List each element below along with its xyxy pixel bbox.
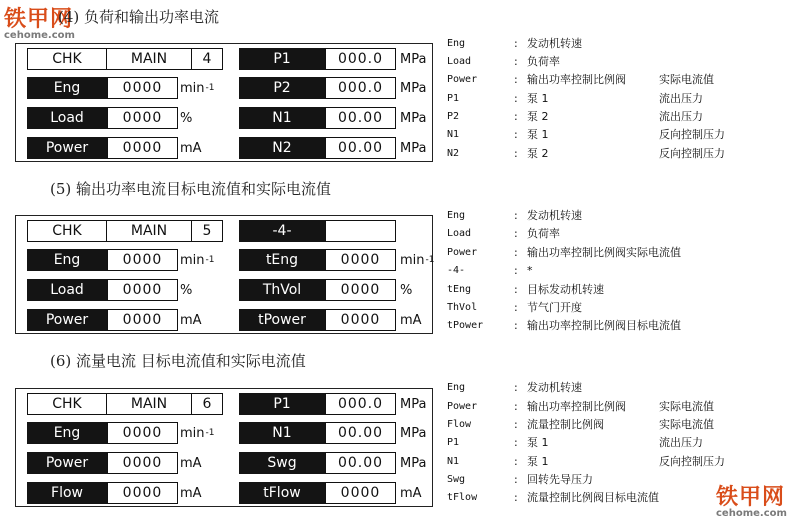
unit-text: min: [400, 252, 425, 268]
legend-text: 发动机转速: [527, 209, 582, 222]
row-unit: [400, 249, 435, 271]
watermark-logo-top-main: 铁甲网: [4, 7, 74, 32]
row-label: P2: [239, 77, 325, 99]
legend-text: 输出功率控制比例阀: [527, 73, 626, 86]
section-5-title: (5) 输出功率电流目标电流值和实际电流值: [50, 180, 332, 198]
header-right-label: P1: [239, 48, 325, 70]
row-unit: [180, 249, 215, 271]
legend-key: Swg: [447, 474, 466, 485]
row-unit: [180, 137, 203, 159]
legend-extra: 实际电流值: [659, 400, 714, 413]
row-label: Eng: [27, 422, 107, 444]
row-label: Load: [27, 279, 107, 301]
section-6-title: (6) 流量电流 目标电流值和实际电流值: [50, 352, 306, 370]
row-unit: [180, 422, 215, 444]
header-right-value: 000.0: [325, 393, 396, 415]
legend-key: P1: [447, 93, 460, 104]
unit-text: MPa: [400, 455, 427, 471]
legend-extra: 流出压力: [659, 110, 703, 123]
row-label: N2: [239, 137, 325, 159]
row-label: Flow: [27, 482, 107, 504]
header-chk: CHK: [27, 393, 107, 415]
header-main: MAIN: [106, 48, 192, 70]
row-label: Power: [27, 309, 107, 331]
legend-key: tFlow: [447, 492, 478, 503]
unit-text: %: [180, 282, 193, 298]
row-unit: [180, 482, 203, 504]
row-unit: [400, 107, 427, 129]
row-label: Load: [27, 107, 107, 129]
unit-text: MPa: [400, 140, 427, 156]
legend-key: N1: [447, 456, 460, 467]
legend-text: 发动机转速: [527, 381, 582, 394]
section-4-title: (4) 负荷和输出功率电流: [58, 8, 220, 26]
watermark-logo-top-sub: cehome.com: [4, 30, 75, 41]
row-value: 0000: [107, 422, 178, 444]
legend-key: tPower: [447, 320, 484, 331]
legend-text: 泵 1: [527, 455, 549, 468]
legend-text: 流量控制比例阀目标电流值: [527, 491, 659, 504]
legend-text: 节气门开度: [527, 301, 582, 314]
row-label: tPower: [239, 309, 325, 331]
legend-text: 输出功率控制比例阀目标电流值: [527, 319, 681, 332]
unit-text: %: [400, 282, 413, 298]
legend-text: 泵 1: [527, 92, 549, 105]
row-label: tFlow: [239, 482, 325, 504]
legend-extra: 流出压力: [659, 436, 703, 449]
unit-text: mA: [400, 485, 422, 501]
unit-text: mA: [180, 312, 202, 328]
legend-text: 负荷率: [527, 227, 560, 240]
row-unit: [400, 452, 427, 474]
legend-extra: 反向控制压力: [659, 147, 725, 160]
row-label: Eng: [27, 249, 107, 271]
unit-text: min: [180, 252, 205, 268]
legend-key: Eng: [447, 382, 466, 393]
row-value: 0000: [107, 309, 178, 331]
unit-text: MPa: [400, 425, 427, 441]
row-value: 0000: [107, 279, 178, 301]
legend-key: P1: [447, 437, 460, 448]
watermark-logo-bottom: [716, 480, 787, 519]
header-right-value: 000.0: [325, 48, 396, 70]
legend-text: 泵 2: [527, 110, 549, 123]
header-chk: CHK: [27, 48, 107, 70]
legend-text: 泵 2: [527, 147, 549, 160]
row-unit: [180, 309, 203, 331]
legend-extra: 反向控制压力: [659, 455, 725, 468]
legend-key: -4-: [447, 265, 466, 276]
legend-text: *: [527, 264, 533, 277]
row-value: 0000: [325, 482, 396, 504]
row-value: 0000: [107, 249, 178, 271]
legend-text: 回转先导压力: [527, 473, 593, 486]
legend-key: Flow: [447, 419, 472, 430]
legend-text: 输出功率控制比例阀实际电流值: [527, 246, 681, 259]
monitor-panel-5: [15, 215, 433, 334]
legend-key: N1: [447, 129, 460, 140]
row-unit: [400, 309, 423, 331]
row-value: 00.00: [325, 452, 396, 474]
unit-text: mA: [180, 140, 202, 156]
header-right-label: -4-: [239, 220, 325, 242]
unit-superscript: -1: [425, 255, 435, 265]
row-value: 00.00: [325, 107, 396, 129]
row-value: 0000: [107, 452, 178, 474]
legend-key: Load: [447, 56, 472, 67]
unit-text: min: [180, 425, 205, 441]
row-unit: [180, 452, 203, 474]
header-right-unit: MPa: [400, 396, 427, 412]
legend-extra: 流出压力: [659, 92, 703, 105]
legend-text: 负荷率: [527, 55, 560, 68]
row-value: 0000: [107, 137, 178, 159]
monitor-panel-6: [15, 388, 433, 507]
row-value: 00.00: [325, 137, 396, 159]
row-unit: [180, 279, 193, 301]
row-value: 00.00: [325, 422, 396, 444]
legend-key: P2: [447, 111, 460, 122]
row-value: 0000: [325, 309, 396, 331]
legend-key: Power: [447, 74, 478, 85]
watermark-logo-bottom-sub: cehome.com: [716, 508, 787, 519]
legend-extra: 实际电流值: [659, 73, 714, 86]
row-label: Power: [27, 452, 107, 474]
unit-text: min: [180, 80, 205, 96]
header-chk: CHK: [27, 220, 107, 242]
unit-text: mA: [180, 485, 202, 501]
unit-text: mA: [400, 312, 422, 328]
row-label: Eng: [27, 77, 107, 99]
row-value: 0000: [325, 279, 396, 301]
row-unit: [400, 137, 427, 159]
header-page: 5: [191, 220, 223, 242]
unit-text: MPa: [400, 110, 427, 126]
row-label: Swg: [239, 452, 325, 474]
header-main: MAIN: [106, 220, 192, 242]
row-unit: [180, 107, 193, 129]
row-value: 0000: [107, 482, 178, 504]
row-value: 0000: [107, 107, 178, 129]
header-main: MAIN: [106, 393, 192, 415]
row-label: N1: [239, 107, 325, 129]
watermark-logo-bottom-main: 铁甲网: [716, 485, 786, 510]
row-value: 0000: [325, 249, 396, 271]
legend-text: 流量控制比例阀: [527, 418, 604, 431]
legend-text: 发动机转速: [527, 37, 582, 50]
row-unit: [400, 422, 427, 444]
header-right-label: P1: [239, 393, 325, 415]
legend-text: 目标发动机转速: [527, 283, 604, 296]
header-right-value: [325, 220, 396, 242]
legend-extra: 实际电流值: [659, 418, 714, 431]
header-page: 6: [191, 393, 223, 415]
row-unit: [180, 77, 215, 99]
legend-key: tEng: [447, 284, 472, 295]
monitor-panel-4: [15, 43, 433, 162]
legend-key: Load: [447, 228, 472, 239]
legend-text: 泵 1: [527, 128, 549, 141]
row-unit: [400, 482, 423, 504]
row-unit: [400, 77, 427, 99]
unit-text: mA: [180, 455, 202, 471]
legend-key: Eng: [447, 38, 466, 49]
legend-key: N2: [447, 148, 460, 159]
unit-superscript: -1: [205, 428, 215, 438]
legend-text: 输出功率控制比例阀: [527, 400, 626, 413]
legend-text: 泵 1: [527, 436, 549, 449]
legend-key: Power: [447, 247, 478, 258]
row-unit: [400, 279, 413, 301]
unit-superscript: -1: [205, 83, 215, 93]
legend-key: ThVol: [447, 302, 478, 313]
header-page: 4: [191, 48, 223, 70]
row-label: ThVol: [239, 279, 325, 301]
row-value: 000.0: [325, 77, 396, 99]
row-label: Power: [27, 137, 107, 159]
unit-text: %: [180, 110, 193, 126]
legend-key: Eng: [447, 210, 466, 221]
unit-text: MPa: [400, 80, 427, 96]
header-right-unit: MPa: [400, 51, 427, 67]
row-value: 0000: [107, 77, 178, 99]
row-label: N1: [239, 422, 325, 444]
legend-extra: 反向控制压力: [659, 128, 725, 141]
legend-key: Power: [447, 401, 478, 412]
row-label: tEng: [239, 249, 325, 271]
unit-superscript: -1: [205, 255, 215, 265]
